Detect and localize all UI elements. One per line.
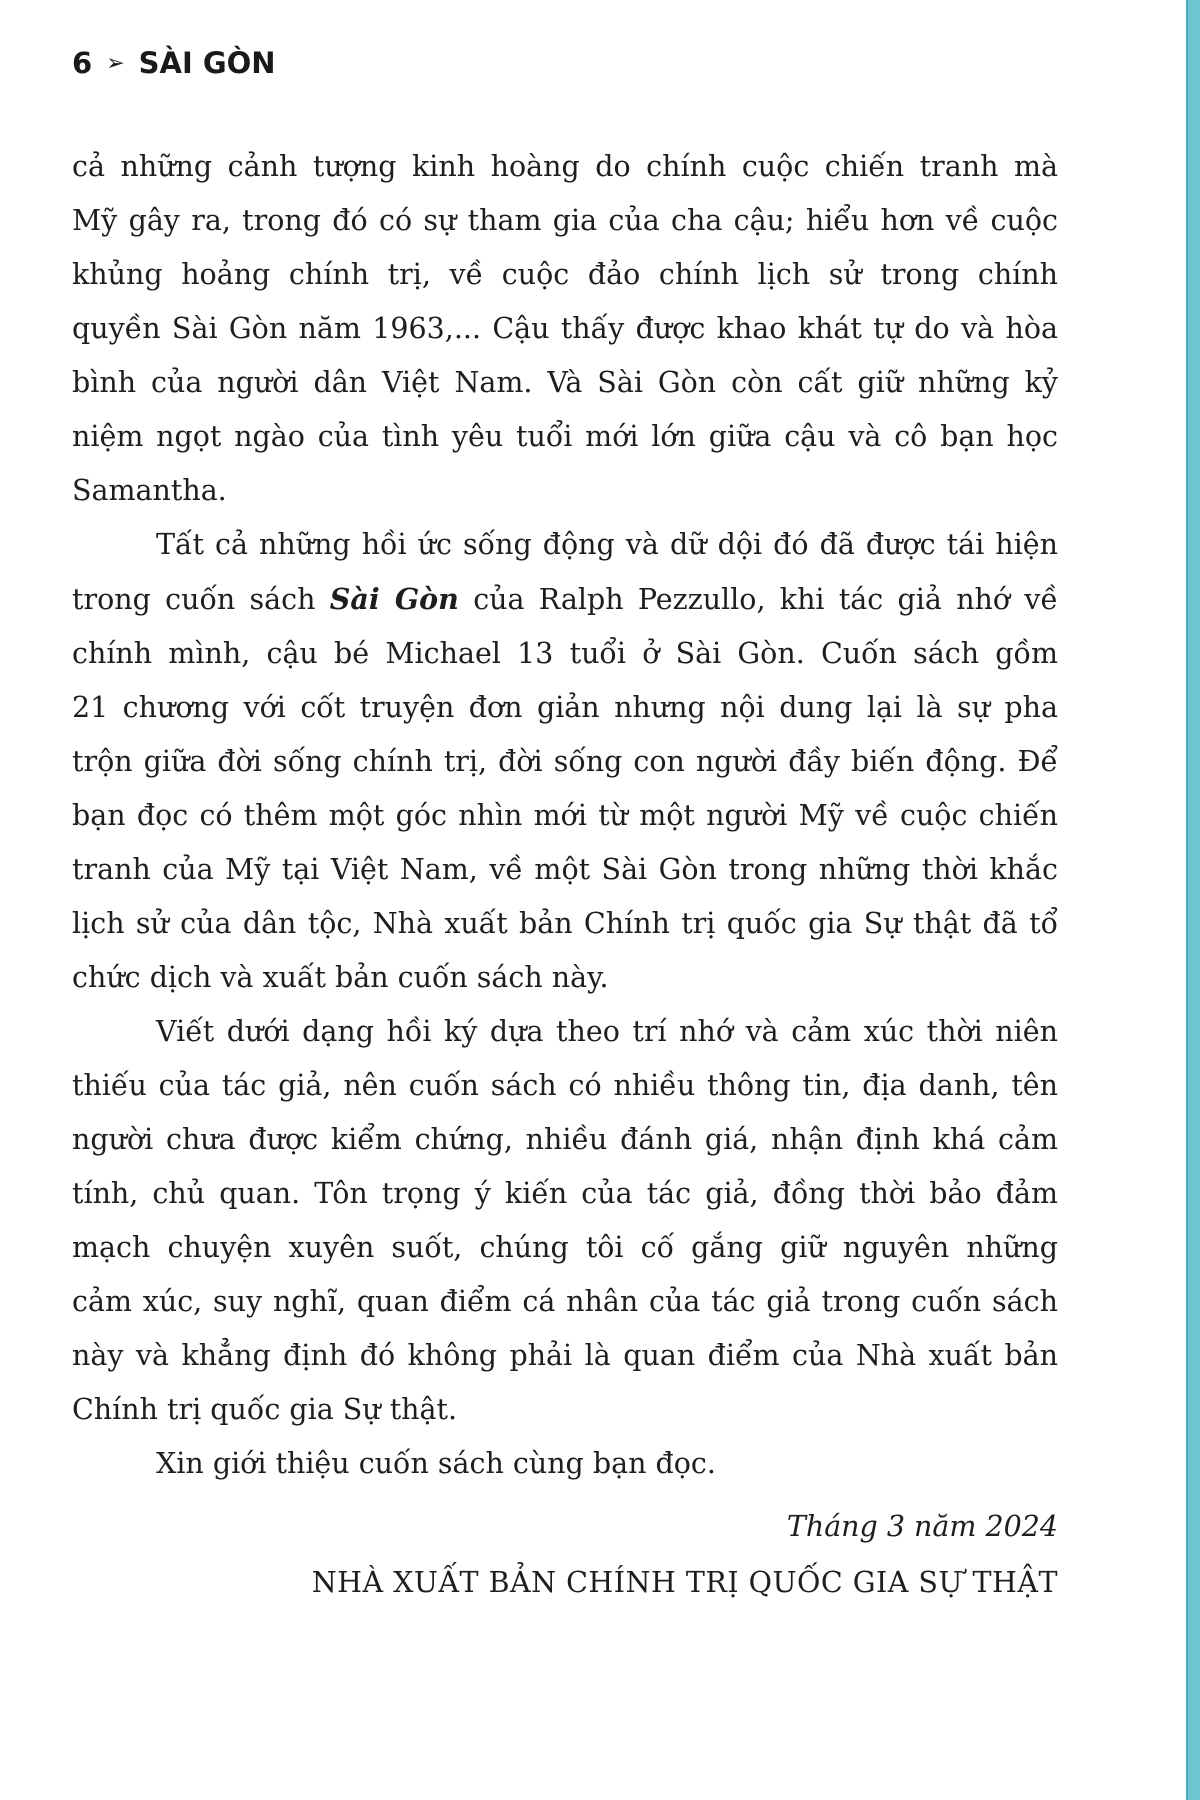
text-line: Mỹ gây ra, trong đó có sự tham gia của cha cậu; hiểu hơn về cuộc: [72, 204, 1058, 237]
text-line: 21 chương với cốt truyện đơn giản nhưng nội dung lại là sự pha: [72, 691, 1058, 724]
arrow-icon: ➢: [106, 50, 125, 76]
text-line: cả những cảnh tượng kinh hoàng do chính cuộc chiến tranh mà: [72, 150, 1058, 183]
text-line: thiếu của tác giả, nên cuốn sách có nhiều thông tin, địa danh, tên: [72, 1069, 1058, 1102]
text-line: Xin giới thiệu cuốn sách cùng bạn đọc.: [156, 1447, 716, 1480]
body-text: [72, 140, 1058, 1491]
text-line: khủng hoảng chính trị, về cuộc đảo chính lịch sử trong chính: [72, 258, 1058, 291]
paragraph-3: [72, 1005, 1058, 1437]
paragraph-2: [72, 518, 1058, 1005]
running-title: SÀI GÒN: [138, 46, 276, 80]
book-title: Sài Gòn: [329, 582, 459, 616]
text-line: tranh của Mỹ tại Việt Nam, về một Sài Gòn trong những thời khắc: [72, 853, 1058, 886]
signature-date: Tháng 3 năm 2024: [786, 1510, 1058, 1543]
text-line: niệm ngọt ngào của tình yêu tuổi mới lớn giữa cậu và cô bạn học: [72, 420, 1058, 453]
text-line: lịch sử của dân tộc, Nhà xuất bản Chính trị quốc gia Sự thật đã tổ: [72, 907, 1058, 940]
paragraph-1: [72, 140, 1058, 518]
text-line: chính mình, cậu bé Michael 13 tuổi ở Sài Gòn. Cuốn sách gồm: [72, 637, 1058, 670]
text-line: Chính trị quốc gia Sự thật.: [72, 1393, 458, 1426]
text-line: bình của người dân Việt Nam. Và Sài Gòn còn cất giữ những kỷ: [72, 366, 1058, 399]
page-number: 6: [72, 46, 93, 80]
text-line: Viết dưới dạng hồi ký dựa theo trí nhớ và cảm xúc thời niên: [156, 1015, 1058, 1048]
text-line: bạn đọc có thêm một góc nhìn mới từ một người Mỹ về cuộc chiến: [72, 799, 1058, 832]
text-line: người chưa được kiểm chứng, nhiều đánh giá, nhận định khá cảm: [72, 1123, 1058, 1156]
text-line: cảm xúc, suy nghĩ, quan điểm cá nhân của tác giả trong cuốn sách: [72, 1285, 1058, 1318]
text-line: tính, chủ quan. Tôn trọng ý kiến của tác giả, đồng thời bảo đảm: [72, 1177, 1058, 1210]
text-line: [72, 572, 1058, 627]
signature-publisher: NHÀ XUẤT BẢN CHÍNH TRỊ QUỐC GIA SỰ THẬT: [311, 1566, 1058, 1599]
text-line: trộn giữa đời sống chính trị, đời sống con người đầy biến động. Để: [72, 745, 1058, 778]
text-line: chức dịch và xuất bản cuốn sách này.: [72, 961, 609, 994]
text-line: Samantha.: [72, 474, 227, 507]
paragraph-4: [72, 1437, 1058, 1491]
text-line: này và khẳng định đó không phải là quan điểm của Nhà xuất bản: [72, 1339, 1058, 1372]
text-line: Tất cả những hồi ức sống động và dữ dội đó đã được tái hiện: [156, 528, 1058, 561]
text-span: của Ralph Pezzullo, khi tác giả nhớ về: [458, 583, 1058, 616]
text-line: quyền Sài Gòn năm 1963,... Cậu thấy được khao khát tự do và hòa: [72, 312, 1058, 345]
text-line: mạch chuyện xuyên suốt, chúng tôi cố gắng giữ nguyên những: [72, 1231, 1058, 1264]
page-edge-stripe: [1186, 0, 1200, 1800]
text-span: trong cuốn sách: [72, 583, 330, 616]
running-header: [72, 46, 276, 80]
